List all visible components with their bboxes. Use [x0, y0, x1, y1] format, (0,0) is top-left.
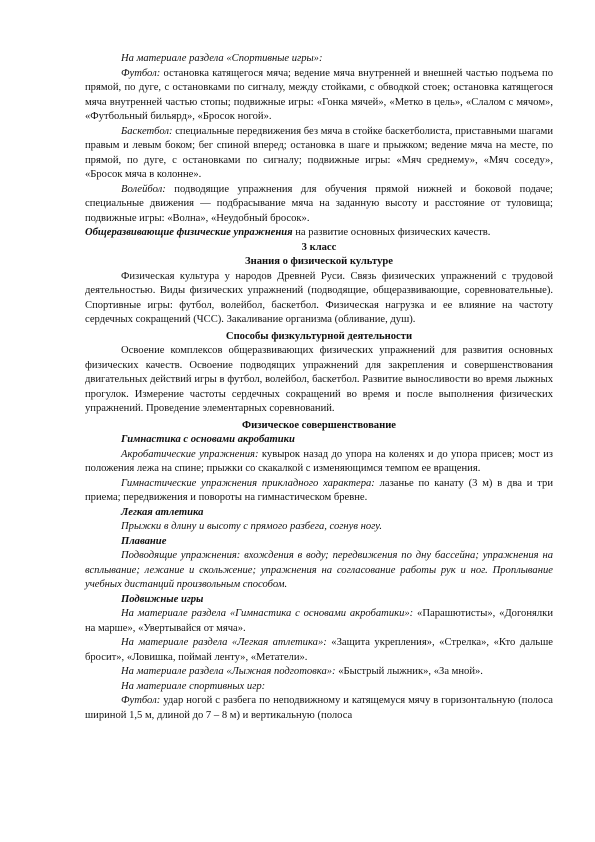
knowledge-heading: Знания о физической культуре: [245, 256, 393, 267]
class-heading: 3 класс: [301, 241, 337, 253]
paragraph-text: удар ногой с разбега по неподвижному и катящемуся мячу в горизонтальную (полоса шириной 1,5 м, длиной до 7 – 8 м) и вертикальную (полоса: [85, 695, 553, 721]
games-gymnastics-paragraph: [85, 607, 553, 636]
paragraph-label: Футбол:: [121, 67, 161, 79]
paragraph-label: На материале раздела «Гимнастика с основами акробатики»:: [121, 608, 414, 619]
games-athletics-paragraph: [85, 636, 553, 665]
paragraph-label: Общеразвивающие физические упражнения: [85, 227, 293, 238]
paragraph-text: кувырок назад до упора на коленях и до упора присев; мост из положения лежа на спине; прыжки со скакалкой с изменяющимся темпом ее вращения.: [85, 448, 553, 474]
swimming-paragraph: Подводящие упражнения: вхождения в воду; передвижения по дну бассейна; упражнения на всплывание; лежание и скольжение; упражнения на согласование работы рук и ног. Проплывание учебных дистанций произвольным способом.: [85, 550, 553, 590]
games-sport-heading: [85, 680, 553, 695]
paragraph-text: «Быстрый лыжник», «За мной».: [335, 666, 483, 677]
paragraph-text: «Защита укрепления», «Стрелка», «Кто дальше бросит», «Ловишка, поймай ленту», «Метатели».: [85, 637, 553, 663]
paragraph-text: специальные передвижения без мяча в стойке баскетболиста, приставными шагами правым и левым боком; бег спиной вперед; остановка в шаге и прыжком; ведение мяча на месте, по прямой, по дуге, с остановками по сигналу; подвижные игры: «Мяч среднему», «Мяч соседу», «Бросок мяча в колонне».: [85, 125, 553, 180]
paragraph-label: Гимнастические упражнения прикладного характера:: [121, 477, 375, 489]
general-exercises-paragraph: [85, 226, 553, 241]
paragraph-label: Акробатические упражнения:: [121, 448, 259, 460]
paragraph-label: Футбол:: [121, 695, 161, 706]
acrobatics-paragraph: [85, 448, 553, 477]
swimming-heading: Плавание: [121, 535, 167, 547]
paragraph-text: «Парашютисты», «Догонялки на марше», «Увертывайся от мяча».: [85, 608, 553, 634]
volleyball-paragraph: [85, 183, 553, 227]
section-sport-games-heading: [85, 52, 553, 67]
paragraph-text: лазанье по канату (3 м) в два и три приема; передвижения и повороты на гимнастическом бревне.: [85, 477, 553, 503]
athletics-paragraph: Прыжки в длину и высоту с прямого разбега, согнув ногу.: [121, 521, 382, 532]
paragraph-label: На материале спортивных игр:: [121, 680, 266, 692]
gymnastics-heading: Гимнастика с основами акробатики: [121, 434, 295, 445]
improvement-heading: Физическое совершенствование: [242, 419, 396, 431]
athletics-heading: Легкая атлетика: [121, 506, 204, 518]
methods-heading: Способы физкультурной деятельности: [225, 330, 413, 342]
paragraph-text: на развитие основных физических качеств.: [292, 227, 491, 238]
games-ski-paragraph: [85, 665, 553, 680]
games-heading: Подвижные игры: [121, 593, 204, 605]
basketball-paragraph: [85, 125, 553, 183]
football-paragraph: [85, 67, 553, 125]
paragraph-label: На материале раздела «Лыжная подготовка»:: [121, 666, 336, 677]
paragraph-label: На материале раздела «Спортивные игры»:: [121, 53, 323, 64]
knowledge-paragraph: Физическая культура у народов Древней Руси. Связь физических упражнений с трудовой деятельностью. Виды физических упражнений (подводящие, общеразвивающие, соревновательные). Спортивные игры: футбол, волейбол, баскетбол. Физическая нагрузка и ее влияние на частоту сердечных сокращений (ЧСС). Закаливание организма (обливание, душ).: [85, 270, 553, 325]
paragraph-label: Волейбол:: [121, 183, 166, 195]
paragraph-text: остановка катящегося мяча; ведение мяча внутренней и внешней частью подъема по прямой, по дуге, с остановками по сигналу, между стойками, с обводкой стоек; остановка катящегося мяча внутренней частью стопы; подвижные игры: «Гонка мячей», «Метко в цель», «Слалом с мячом», «Футбольный бильярд», «Бросок ногой».: [85, 67, 553, 122]
methods-paragraph: Освоение комплексов общеразвивающих физических упражнений для развития основных физических качеств. Освоение подводящих упражнений для закрепления и совершенствования двигательных действий игры в футбол, волейбол, баскетбол. Развитие выносливости во время лыжных прогулок. Измерение частоты сердечных сокращений во время и после выполнения физических упражнений. Проведение элементарных соревнований.: [85, 345, 553, 414]
paragraph-label: На материале раздела «Легкая атлетика»:: [121, 637, 327, 648]
football-kick-paragraph: [85, 694, 553, 723]
paragraph-text: подводящие упражнения для обучения прямой нижней и боковой подаче; специальные движения — подбрасывание мяча на заданную высоту и расстояние от туловища; подвижные игры: «Волна», «Неудобный бросок».: [85, 183, 553, 224]
paragraph-label: Баскетбол:: [121, 125, 173, 137]
applied-gymnastics-paragraph: [85, 477, 553, 506]
